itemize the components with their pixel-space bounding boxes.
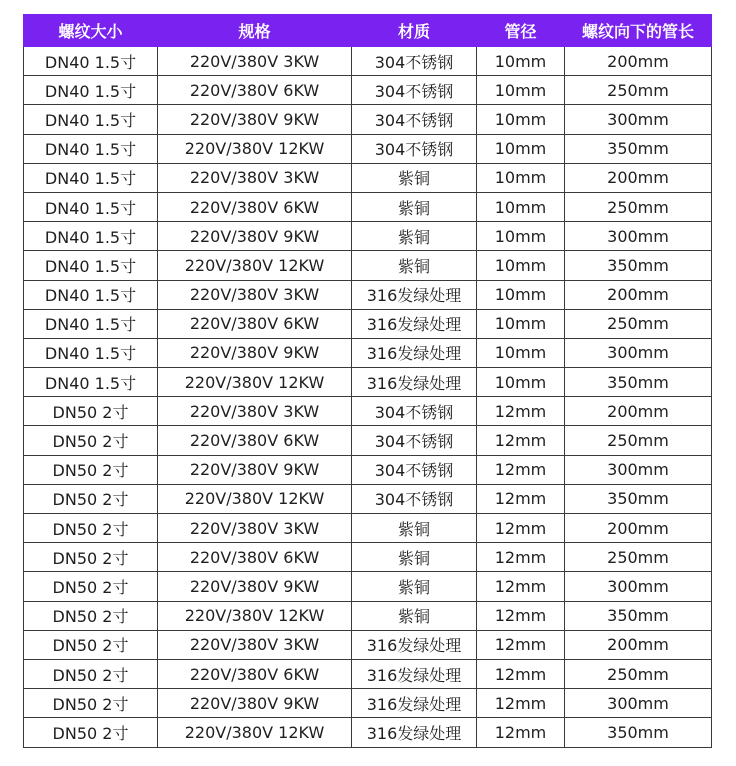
cell-spec: 220V/380V 3KW xyxy=(158,630,352,659)
cell-material: 304不锈钢 xyxy=(352,105,477,134)
cell-spec: 220V/380V 6KW xyxy=(158,76,352,105)
cell-thread-size: DN50 2寸 xyxy=(24,572,158,601)
cell-spec: 220V/380V 12KW xyxy=(158,134,352,163)
cell-spec: 220V/380V 12KW xyxy=(158,718,352,747)
cell-thread-size: DN40 1.5寸 xyxy=(24,192,158,221)
cell-thread-size: DN50 2寸 xyxy=(24,659,158,688)
cell-pipe-length: 350mm xyxy=(565,718,712,747)
cell-pipe-length: 300mm xyxy=(565,689,712,718)
table-row xyxy=(24,514,712,543)
cell-pipe-length: 200mm xyxy=(565,47,712,76)
header-material: 材质 xyxy=(352,15,477,47)
table-row xyxy=(24,280,712,309)
cell-spec: 220V/380V 9KW xyxy=(158,455,352,484)
cell-spec: 220V/380V 9KW xyxy=(158,572,352,601)
cell-thread-size: DN50 2寸 xyxy=(24,397,158,426)
cell-thread-size: DN50 2寸 xyxy=(24,484,158,513)
cell-thread-size: DN40 1.5寸 xyxy=(24,251,158,280)
cell-pipe-diameter: 10mm xyxy=(477,222,565,251)
cell-material: 紫铜 xyxy=(352,514,477,543)
cell-material: 304不锈钢 xyxy=(352,397,477,426)
spec-table xyxy=(23,14,712,748)
cell-material: 316发绿处理 xyxy=(352,280,477,309)
cell-spec: 220V/380V 12KW xyxy=(158,601,352,630)
cell-material: 紫铜 xyxy=(352,192,477,221)
cell-pipe-length: 300mm xyxy=(565,338,712,367)
cell-spec: 220V/380V 6KW xyxy=(158,426,352,455)
header-row xyxy=(24,15,712,47)
cell-material: 紫铜 xyxy=(352,251,477,280)
table-row xyxy=(24,163,712,192)
cell-material: 紫铜 xyxy=(352,163,477,192)
cell-pipe-length: 250mm xyxy=(565,76,712,105)
table-header xyxy=(24,15,712,47)
cell-pipe-length: 350mm xyxy=(565,251,712,280)
cell-spec: 220V/380V 9KW xyxy=(158,689,352,718)
table-row xyxy=(24,397,712,426)
cell-spec: 220V/380V 3KW xyxy=(158,47,352,76)
header-thread-size: 螺纹大小 xyxy=(24,15,158,47)
cell-material: 316发绿处理 xyxy=(352,659,477,688)
cell-pipe-length: 350mm xyxy=(565,601,712,630)
cell-pipe-diameter: 12mm xyxy=(477,659,565,688)
cell-thread-size: DN50 2寸 xyxy=(24,455,158,484)
table-row xyxy=(24,309,712,338)
cell-pipe-diameter: 10mm xyxy=(477,338,565,367)
cell-material: 304不锈钢 xyxy=(352,484,477,513)
cell-thread-size: DN50 2寸 xyxy=(24,601,158,630)
table-row xyxy=(24,484,712,513)
cell-material: 316发绿处理 xyxy=(352,689,477,718)
table-row xyxy=(24,659,712,688)
table-row xyxy=(24,251,712,280)
cell-material: 316发绿处理 xyxy=(352,368,477,397)
cell-pipe-diameter: 10mm xyxy=(477,280,565,309)
cell-pipe-diameter: 12mm xyxy=(477,543,565,572)
table-row xyxy=(24,76,712,105)
cell-pipe-diameter: 12mm xyxy=(477,455,565,484)
cell-pipe-diameter: 10mm xyxy=(477,105,565,134)
cell-spec: 220V/380V 6KW xyxy=(158,659,352,688)
cell-thread-size: DN40 1.5寸 xyxy=(24,368,158,397)
cell-pipe-diameter: 12mm xyxy=(477,630,565,659)
cell-thread-size: DN50 2寸 xyxy=(24,514,158,543)
cell-pipe-length: 200mm xyxy=(565,397,712,426)
table-row xyxy=(24,543,712,572)
cell-spec: 220V/380V 9KW xyxy=(158,338,352,367)
cell-material: 316发绿处理 xyxy=(352,309,477,338)
cell-thread-size: DN40 1.5寸 xyxy=(24,47,158,76)
cell-spec: 220V/380V 3KW xyxy=(158,397,352,426)
table-row xyxy=(24,134,712,163)
cell-pipe-length: 300mm xyxy=(565,222,712,251)
cell-spec: 220V/380V 6KW xyxy=(158,309,352,338)
cell-pipe-diameter: 10mm xyxy=(477,192,565,221)
cell-pipe-length: 350mm xyxy=(565,484,712,513)
cell-pipe-length: 250mm xyxy=(565,659,712,688)
header-spec: 规格 xyxy=(158,15,352,47)
cell-pipe-length: 250mm xyxy=(565,192,712,221)
table-row xyxy=(24,689,712,718)
cell-spec: 220V/380V 12KW xyxy=(158,251,352,280)
cell-pipe-diameter: 10mm xyxy=(477,251,565,280)
cell-pipe-length: 250mm xyxy=(565,543,712,572)
table-row xyxy=(24,47,712,76)
cell-pipe-diameter: 10mm xyxy=(477,47,565,76)
table-row xyxy=(24,601,712,630)
cell-material: 304不锈钢 xyxy=(352,134,477,163)
cell-pipe-length: 200mm xyxy=(565,514,712,543)
cell-thread-size: DN50 2寸 xyxy=(24,426,158,455)
cell-material: 316发绿处理 xyxy=(352,630,477,659)
table-body xyxy=(24,47,712,748)
header-pipe-length: 螺纹向下的管长 xyxy=(565,15,712,47)
cell-pipe-diameter: 10mm xyxy=(477,163,565,192)
cell-pipe-diameter: 12mm xyxy=(477,514,565,543)
cell-pipe-length: 250mm xyxy=(565,426,712,455)
cell-pipe-length: 300mm xyxy=(565,572,712,601)
cell-material: 紫铜 xyxy=(352,601,477,630)
cell-thread-size: DN40 1.5寸 xyxy=(24,134,158,163)
header-pipe-diameter: 管径 xyxy=(477,15,565,47)
cell-pipe-diameter: 12mm xyxy=(477,397,565,426)
cell-pipe-diameter: 12mm xyxy=(477,601,565,630)
cell-pipe-diameter: 10mm xyxy=(477,309,565,338)
cell-material: 紫铜 xyxy=(352,222,477,251)
cell-thread-size: DN40 1.5寸 xyxy=(24,105,158,134)
cell-spec: 220V/380V 12KW xyxy=(158,368,352,397)
cell-spec: 220V/380V 9KW xyxy=(158,222,352,251)
cell-spec: 220V/380V 6KW xyxy=(158,192,352,221)
cell-pipe-length: 350mm xyxy=(565,368,712,397)
cell-pipe-diameter: 12mm xyxy=(477,572,565,601)
cell-material: 304不锈钢 xyxy=(352,47,477,76)
cell-pipe-length: 200mm xyxy=(565,280,712,309)
table-row xyxy=(24,718,712,747)
cell-spec: 220V/380V 12KW xyxy=(158,484,352,513)
table-row xyxy=(24,368,712,397)
table-row xyxy=(24,426,712,455)
cell-material: 紫铜 xyxy=(352,543,477,572)
cell-spec: 220V/380V 3KW xyxy=(158,514,352,543)
cell-spec: 220V/380V 9KW xyxy=(158,105,352,134)
cell-pipe-diameter: 12mm xyxy=(477,484,565,513)
table-row xyxy=(24,455,712,484)
cell-thread-size: DN40 1.5寸 xyxy=(24,338,158,367)
cell-thread-size: DN50 2寸 xyxy=(24,718,158,747)
cell-pipe-diameter: 10mm xyxy=(477,76,565,105)
cell-pipe-diameter: 12mm xyxy=(477,689,565,718)
cell-material: 紫铜 xyxy=(352,572,477,601)
cell-material: 304不锈钢 xyxy=(352,76,477,105)
cell-pipe-diameter: 10mm xyxy=(477,368,565,397)
cell-pipe-diameter: 12mm xyxy=(477,426,565,455)
cell-pipe-diameter: 12mm xyxy=(477,718,565,747)
cell-pipe-length: 200mm xyxy=(565,630,712,659)
table-row xyxy=(24,630,712,659)
cell-pipe-length: 200mm xyxy=(565,163,712,192)
cell-material: 316发绿处理 xyxy=(352,718,477,747)
table-row xyxy=(24,222,712,251)
cell-spec: 220V/380V 3KW xyxy=(158,163,352,192)
cell-pipe-length: 300mm xyxy=(565,105,712,134)
cell-pipe-length: 300mm xyxy=(565,455,712,484)
cell-spec: 220V/380V 6KW xyxy=(158,543,352,572)
table-row xyxy=(24,572,712,601)
cell-thread-size: DN40 1.5寸 xyxy=(24,76,158,105)
cell-thread-size: DN40 1.5寸 xyxy=(24,163,158,192)
cell-pipe-diameter: 10mm xyxy=(477,134,565,163)
cell-pipe-length: 350mm xyxy=(565,134,712,163)
cell-material: 304不锈钢 xyxy=(352,455,477,484)
cell-thread-size: DN50 2寸 xyxy=(24,689,158,718)
cell-thread-size: DN40 1.5寸 xyxy=(24,222,158,251)
cell-pipe-length: 250mm xyxy=(565,309,712,338)
cell-thread-size: DN40 1.5寸 xyxy=(24,309,158,338)
cell-thread-size: DN50 2寸 xyxy=(24,543,158,572)
cell-spec: 220V/380V 3KW xyxy=(158,280,352,309)
cell-material: 316发绿处理 xyxy=(352,338,477,367)
table-row xyxy=(24,338,712,367)
table-row xyxy=(24,192,712,221)
cell-thread-size: DN40 1.5寸 xyxy=(24,280,158,309)
cell-thread-size: DN50 2寸 xyxy=(24,630,158,659)
cell-material: 304不锈钢 xyxy=(352,426,477,455)
table-row xyxy=(24,105,712,134)
